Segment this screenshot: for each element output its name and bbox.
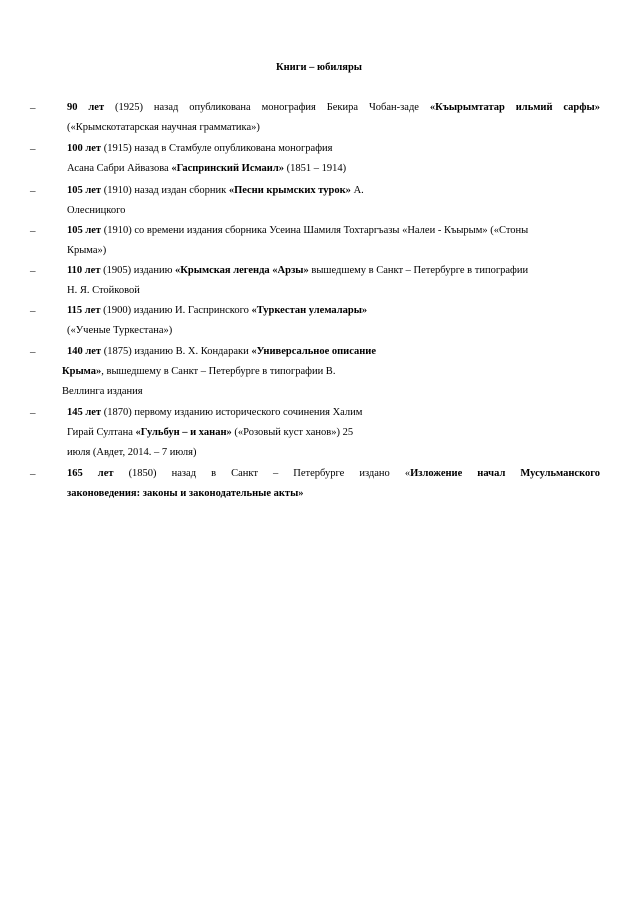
text: вышедшему в Санкт – Петербурге в типографии xyxy=(308,265,529,276)
text: (1915) назад в Стамбуле опубликована монография xyxy=(101,143,333,154)
list-item-line xyxy=(67,201,600,221)
list-item-line xyxy=(67,464,600,484)
bold-text: 145 лет xyxy=(67,407,102,418)
list-item-line xyxy=(67,181,600,201)
text: , вышедшему в Санкт – Петербурге в типографии В. xyxy=(101,366,336,377)
list-bullet-dash: – xyxy=(30,468,36,480)
list-item-line xyxy=(62,382,600,402)
bold-text: «Универсальное описание xyxy=(251,346,377,357)
list-bullet-dash: – xyxy=(30,265,36,277)
text: («Крымскотатарская научная грамматика») xyxy=(67,122,260,133)
bold-text: «Гульбун – и ханан» xyxy=(135,427,232,438)
list-item-line xyxy=(67,98,600,118)
list-item-line xyxy=(67,139,600,159)
list-bullet-dash: – xyxy=(30,346,36,358)
bold-text: 140 лет xyxy=(67,346,102,357)
list-item-line xyxy=(67,281,600,301)
bold-text: 110 лет xyxy=(67,265,101,276)
list-item-line xyxy=(67,423,600,443)
text: («Ученые Туркестана») xyxy=(67,325,173,336)
bold-text: «Песни крымских турок» xyxy=(228,185,351,196)
list-bullet-dash: – xyxy=(30,143,36,155)
text: (1925) назад опубликована монография Бекира Чобан-заде xyxy=(104,102,430,113)
list-item-line xyxy=(67,484,600,504)
list-item-line xyxy=(62,362,600,382)
text: (1910) со времени издания сборника Усеина Шамиля Тохтаргъазы «Налеи - Къырым» («Стоны xyxy=(101,225,529,236)
list-item-line xyxy=(67,159,600,179)
text: Крыма») xyxy=(67,245,107,256)
list-item-line xyxy=(67,403,600,423)
page-title: Книги – юбиляры xyxy=(276,62,362,73)
text: (1870) первому изданию исторического сочинения Халим xyxy=(101,407,363,418)
text: («Розовый куст ханов») 25 xyxy=(231,427,354,438)
text: Веллинга издания xyxy=(62,386,143,397)
text: Н. Я. Стойковой xyxy=(67,285,140,296)
list-item-line xyxy=(67,443,600,463)
bold-text: «Гаспринский Исмаил» xyxy=(171,163,285,174)
list-item-line xyxy=(67,261,600,281)
list-item-line xyxy=(67,241,600,261)
bold-text: законоведения: законы и законодательные акты» xyxy=(67,488,304,499)
bold-text: Изложение начал Мусульманского xyxy=(410,468,600,479)
text: (1905) изданию xyxy=(100,265,176,276)
list-bullet-dash: – xyxy=(30,305,36,317)
text: (1910) назад издан сборник xyxy=(101,185,229,196)
text: (1851 – 1914) xyxy=(284,163,347,174)
text: Олесницкого xyxy=(67,205,126,216)
bold-text: 90 лет xyxy=(67,102,105,113)
text: июля (Авдет, 2014. – 7 июля) xyxy=(67,447,197,458)
bold-text: «Къырымтатар ильмий сарфы» xyxy=(429,102,600,113)
list-item-line xyxy=(67,118,600,138)
bold-text: «Туркестан улемалары» xyxy=(251,305,368,316)
bold-text: 165 лет xyxy=(67,468,114,479)
list-item-line xyxy=(67,301,600,321)
list-item-line xyxy=(67,342,600,362)
bold-text: Крыма» xyxy=(62,366,102,377)
list-bullet-dash: – xyxy=(30,225,36,237)
text: Асана Сабри Айвазова xyxy=(67,163,172,174)
list-bullet-dash: – xyxy=(30,185,36,197)
list-item-line xyxy=(67,221,600,241)
bold-text: 100 лет xyxy=(67,143,102,154)
bold-text: «Крымская легенда «Арзы» xyxy=(175,265,309,276)
list-item-line xyxy=(67,321,600,341)
text: (1875) изданию В. Х. Кондараки xyxy=(101,346,252,357)
text: (1850) назад в Санкт – Петербурге издано « xyxy=(113,468,411,479)
text: (1900) изданию И. Гаспринского xyxy=(100,305,252,316)
bold-text: 115 лет xyxy=(67,305,101,316)
bold-text: 105 лет xyxy=(67,185,102,196)
bold-text: 105 лет xyxy=(67,225,102,236)
list-bullet-dash: – xyxy=(30,102,36,114)
list-bullet-dash: – xyxy=(30,407,36,419)
text: А. xyxy=(350,185,364,196)
text: Гирай Султана xyxy=(67,427,136,438)
